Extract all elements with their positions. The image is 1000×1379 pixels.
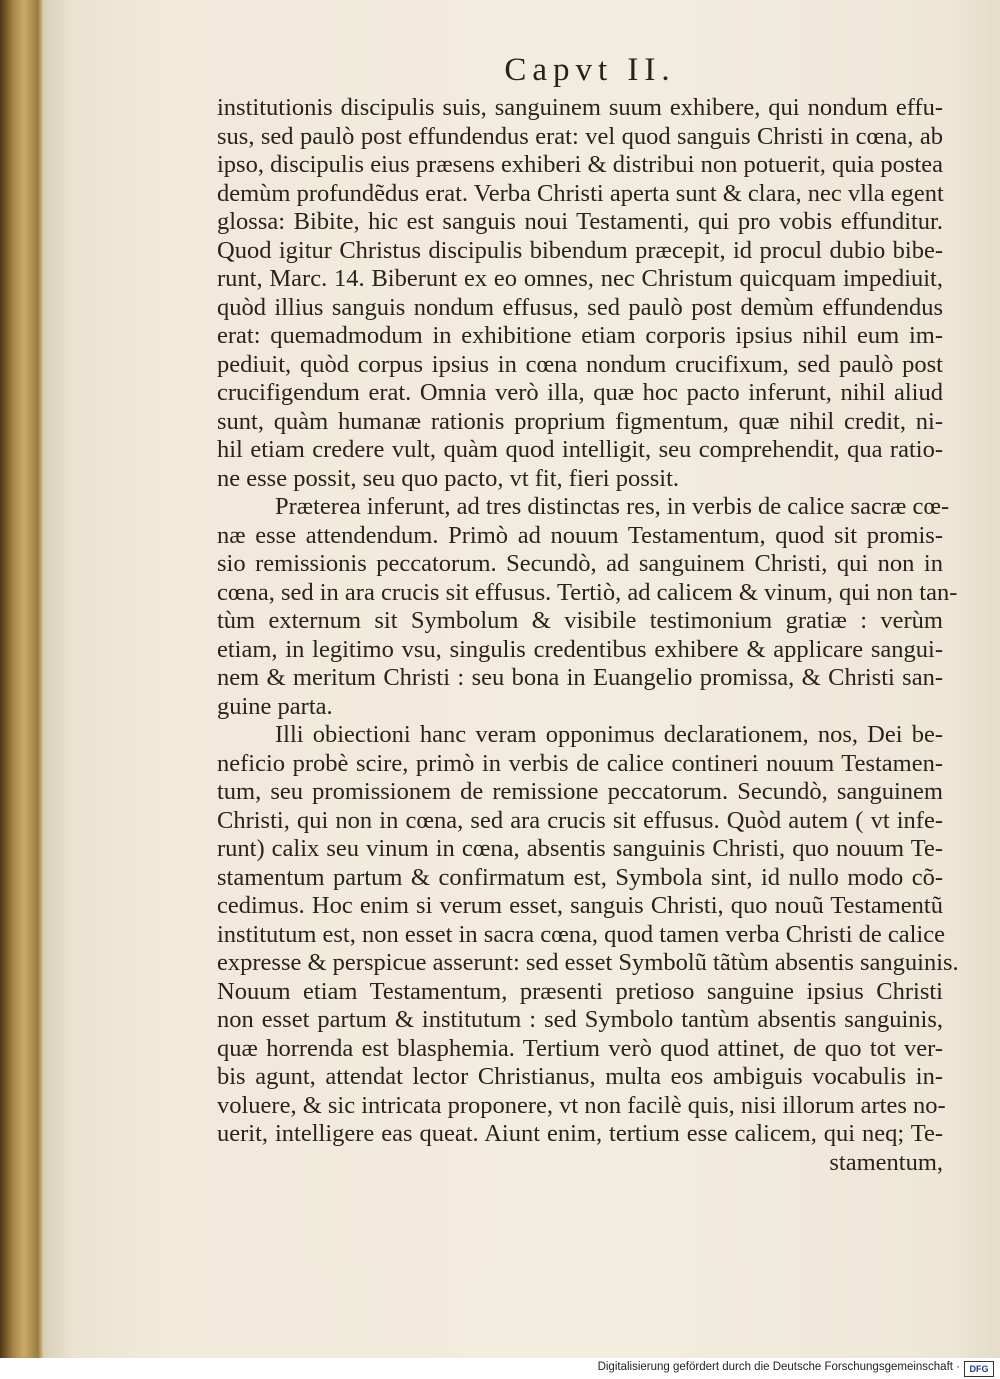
text-line: Illi obiectioni hanc veram opponimus declarationem, nos, Dei be- xyxy=(275,721,943,748)
text-line: tùm externum sit Symbolum & visibile testimonium gratiæ : verùm xyxy=(217,607,943,634)
text-line: nem & meritum Christi : seu bona in Euangelio promissa, & Christi san- xyxy=(217,664,943,691)
text-line: demùm profundẽdus erat. Verba Christi aperta sunt & clara, nec vlla egent xyxy=(217,179,944,207)
text-line: tum, seu promissionem de remissione peccatorum. Secundò, sanguinem xyxy=(217,778,943,805)
text-line: Quod igitur Christus discipulis bibendum præcepit, id procul dubio bibe- xyxy=(217,236,943,264)
text-line: expresse & perspicue asserunt: sed esset Symbolũ tãtùm absentis sanguinis. xyxy=(217,949,959,976)
text-line: ne esse possit, seu quo pacto, vt fit, fieri possit. xyxy=(217,464,680,492)
text-line: cedimus. Hoc enim si verum esset, sanguis Christi, quo nouũ Testamentũ xyxy=(217,892,943,919)
text-line: institutum est, non esset in sacra cœna, quod tamen verba Christi de calice xyxy=(217,920,945,948)
text-line: næ esse attendendum. Primò ad nouum Testamentum, quod sit promis- xyxy=(217,521,943,549)
book-spine-edge xyxy=(0,0,44,1358)
text-line: institutionis discipulis suis, sanguinem suum exhibere, qui nondum effu- xyxy=(217,94,943,121)
text-line: runt) calix seu vinum in cœna, absentis sanguinis Christi, quo nouum Te- xyxy=(217,835,943,862)
text-line: cœna, sed in ara crucis sit effusus. Tertiò, ad calicem & vinum, qui non tan- xyxy=(217,578,958,606)
funding-credit: Digitalisierung gefördert durch die Deutsche Forschungsgemeinschaft · xyxy=(597,1361,960,1373)
text-line: quæ horrenda est blasphemia. Tertium verò quod attinet, de quo tot ver- xyxy=(217,1034,943,1062)
text-line: uerit, intelligere eas queat. Aiunt enim, tertium esse calicem, qui neq; Te- xyxy=(217,1120,943,1147)
text-line: erat: quemadmodum in exhibitione etiam corporis ipsius nihil eum im- xyxy=(217,322,943,349)
text-line: Christi, qui non in cœna, sed ara crucis sit effusus. Quòd autem ( vt infe- xyxy=(217,806,943,834)
text-line: sio remissionis peccatorum. Secundò, ad sanguinem Christi, qui non in xyxy=(217,550,943,577)
text-line: non esset partum & institutum : sed Symbolo tantùm absentis sanguinis, xyxy=(217,1006,943,1033)
footer-bar xyxy=(0,1358,1000,1379)
text-line: Præterea inferunt, ad tres distinctas res, in verbis de calice sacræ cœ- xyxy=(275,493,950,520)
text-line: hil etiam credere vult, quàm quod intelligit, seu comprehendit, qua ratio- xyxy=(217,436,943,463)
dfg-logo-icon: DFG xyxy=(964,1361,994,1377)
text-line: sunt, quàm humanæ rationis proprium figmentum, quæ nihil credit, ni- xyxy=(217,407,943,435)
text-line: voluere, & sic intricata proponere, vt non facilè quis, nisi illorum artes no- xyxy=(217,1091,946,1119)
page-body-text xyxy=(217,94,959,1177)
text-line: etiam, in legitimo vsu, singulis credentibus exhibere & applicare sangui- xyxy=(217,635,943,663)
running-header: Capvt II. xyxy=(504,52,676,88)
text-line: bis agunt, attendat lector Christianus, multa eos ambiguis vocabulis in- xyxy=(217,1063,943,1090)
text-line: stamentum, xyxy=(829,1148,943,1176)
text-line: Nouum etiam Testamentum, præsenti pretioso sanguine ipsius Christi xyxy=(217,977,943,1005)
text-line: glossa: Bibite, hic est sanguis noui Testamenti, qui pro vobis effunditur. xyxy=(217,208,943,235)
text-line: runt, Marc. 14. Biberunt ex eo omnes, nec Christum quicquam impediuit, xyxy=(217,265,943,292)
text-line: ipso, discipulis eius præsens exhiberi & distribui non potuerit, quia postea xyxy=(217,151,943,178)
text-line: quòd illius sanguis nondum effusus, sed paulò post demùm effundendus xyxy=(217,293,943,321)
text-line: stamentum partum & confirmatum est, Symbola sint, id nullo modo cõ- xyxy=(217,863,943,891)
text-line: crucifigendum erat. Omnia verò illa, quæ hoc pacto inferunt, nihil aliud xyxy=(217,379,943,406)
text-line: neficio probè scire, primò in verbis de calice contineri nouum Testamen- xyxy=(217,749,943,777)
text-line: pediuit, quòd corpus ipsius in cœna nondum crucifixum, sed paulò post xyxy=(217,350,943,378)
text-line: sus, sed paulò post effundendus erat: vel quod sanguis Christi in cœna, ab xyxy=(217,122,943,150)
text-line: guine parta. xyxy=(217,692,333,720)
